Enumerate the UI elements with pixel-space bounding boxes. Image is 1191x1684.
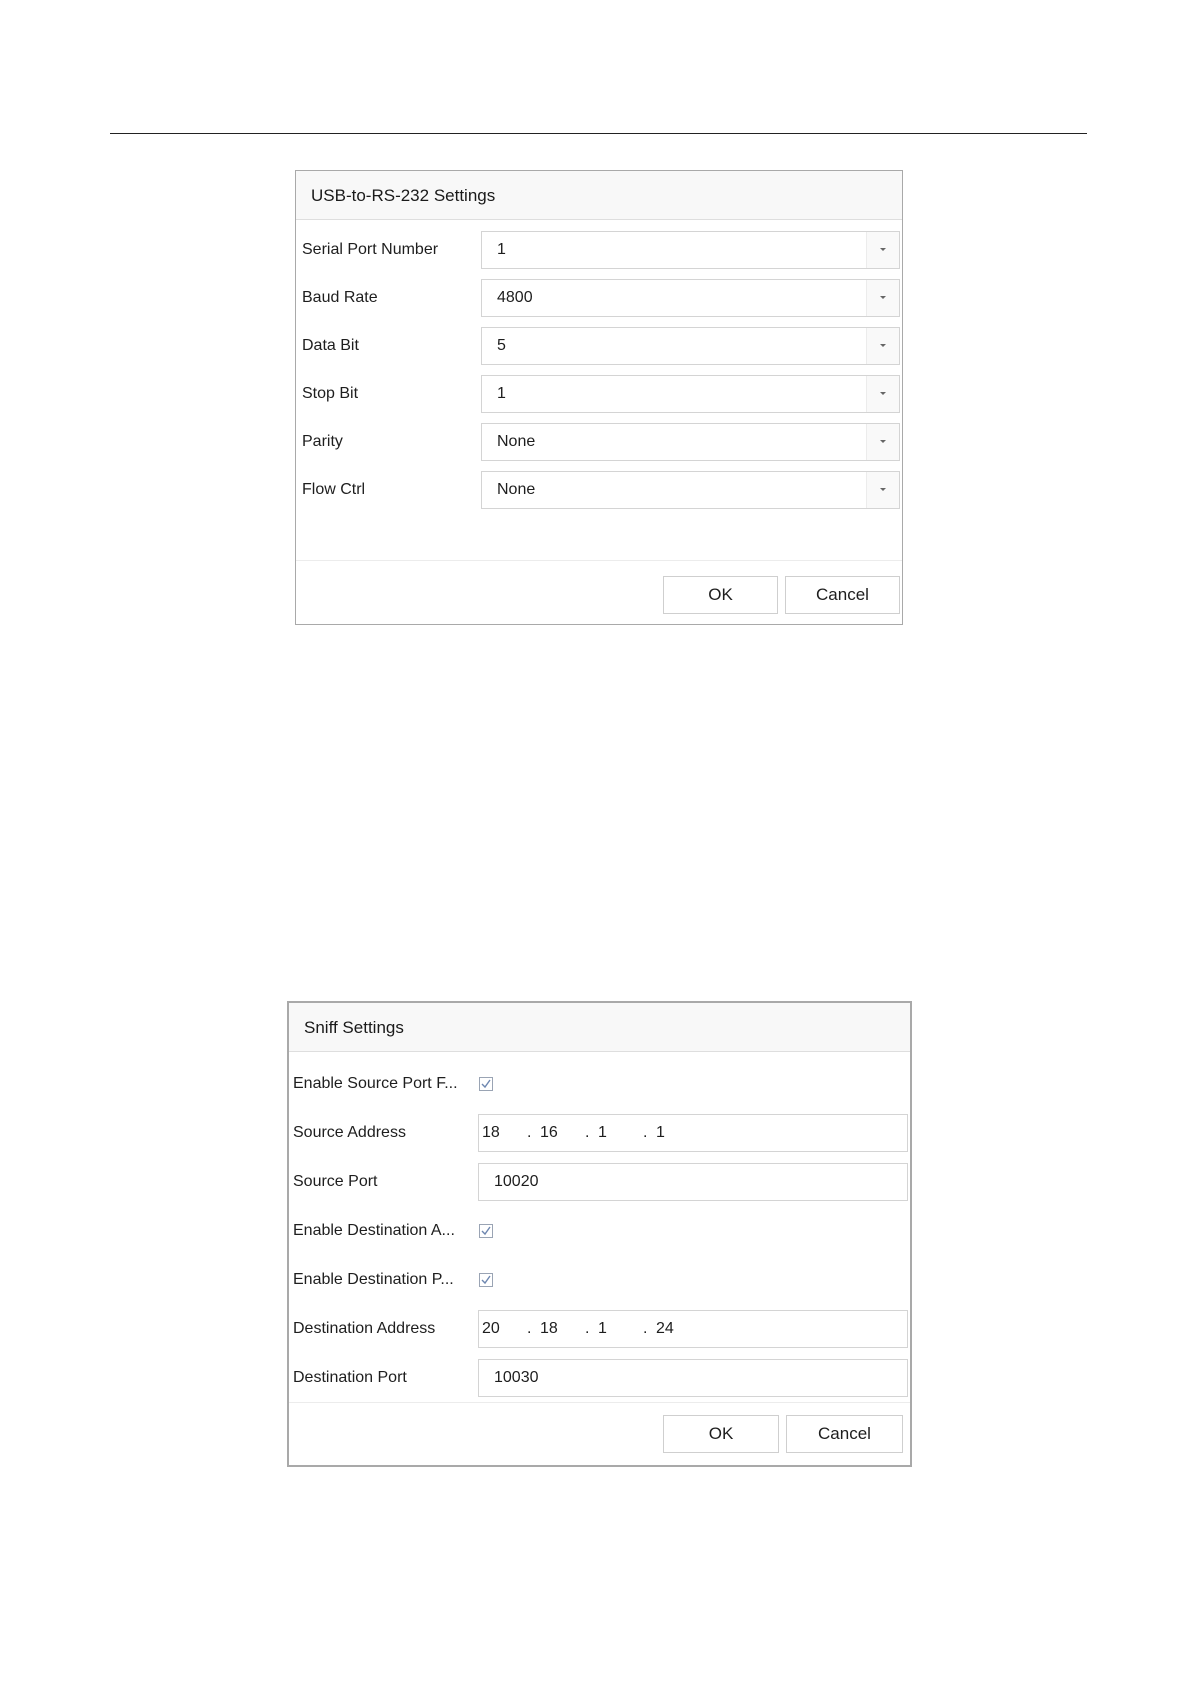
data-bit-select[interactable]: [481, 327, 900, 365]
stop-bit-label: Stop Bit: [302, 385, 359, 402]
ip-octet-4[interactable]: 1: [656, 1124, 665, 1141]
data-bit-row: [296, 326, 902, 366]
ip-dot: .: [585, 1124, 590, 1141]
stop-bit-select[interactable]: [481, 375, 900, 413]
ip-octet-2[interactable]: 16: [540, 1124, 558, 1141]
ip-dot: .: [643, 1320, 648, 1337]
ip-dot: .: [643, 1124, 648, 1141]
parity-label: Parity: [302, 433, 343, 450]
baud-rate-select[interactable]: [481, 279, 900, 317]
enable-source-port-checkbox[interactable]: [479, 1077, 493, 1091]
ok-button[interactable]: OK: [663, 576, 778, 614]
enable-destination-address-row: [289, 1211, 910, 1251]
enable-destination-address-checkbox[interactable]: [479, 1224, 493, 1238]
source-address-label: Source Address: [293, 1124, 406, 1141]
source-port-input[interactable]: 10020: [478, 1163, 908, 1201]
destination-address-row: [289, 1309, 910, 1349]
ok-button[interactable]: OK: [663, 1415, 779, 1453]
ip-octet-1[interactable]: 18: [482, 1124, 500, 1141]
source-address-row: [289, 1113, 910, 1153]
cancel-button[interactable]: Cancel: [786, 1415, 903, 1453]
baud-rate-label: Baud Rate: [302, 289, 378, 306]
checkmark-icon: [481, 1079, 491, 1089]
enable-source-port-label: Enable Source Port F...: [293, 1075, 458, 1092]
checkmark-icon: [481, 1226, 491, 1236]
checkmark-icon: [481, 1275, 491, 1285]
serial-port-number-label: Serial Port Number: [302, 241, 439, 258]
usb-to-rs232-settings-dialog: [295, 170, 903, 625]
stop-bit-row: [296, 374, 902, 414]
ip-octet-3[interactable]: 1: [598, 1320, 607, 1337]
dialog-title: Sniff Settings: [289, 1003, 910, 1052]
flow-ctrl-label: Flow Ctrl: [302, 481, 366, 498]
serial-port-number-row: [296, 230, 902, 270]
flow-ctrl-value: None: [497, 481, 536, 498]
ip-octet-1[interactable]: 20: [482, 1320, 500, 1337]
enable-destination-port-checkbox[interactable]: [479, 1273, 493, 1287]
enable-destination-address-label: Enable Destination A...: [293, 1222, 455, 1239]
ip-octet-3[interactable]: 1: [598, 1124, 607, 1141]
destination-address-input[interactable]: [478, 1310, 908, 1348]
enable-destination-port-label: Enable Destination P...: [293, 1271, 454, 1288]
source-port-label: Source Port: [293, 1173, 378, 1190]
chevron-down-icon[interactable]: [866, 376, 899, 412]
serial-port-number-select[interactable]: [481, 231, 900, 269]
parity-select[interactable]: [481, 423, 900, 461]
destination-port-label: Destination Port: [293, 1369, 407, 1386]
chevron-down-icon[interactable]: [866, 328, 899, 364]
stop-bit-value: 1: [497, 385, 506, 402]
destination-port-input[interactable]: 10030: [478, 1359, 908, 1397]
ip-dot: .: [527, 1124, 532, 1141]
flow-ctrl-select[interactable]: [481, 471, 900, 509]
chevron-down-icon[interactable]: [866, 232, 899, 268]
dialog-title: USB-to-RS-232 Settings: [296, 171, 902, 220]
parity-value: None: [497, 433, 536, 450]
baud-rate-value: 4800: [497, 289, 533, 306]
baud-rate-row: [296, 278, 902, 318]
ip-dot: .: [527, 1320, 532, 1337]
chevron-down-icon[interactable]: [866, 472, 899, 508]
ip-octet-2[interactable]: 18: [540, 1320, 558, 1337]
source-address-input[interactable]: [478, 1114, 908, 1152]
cancel-button[interactable]: Cancel: [785, 576, 900, 614]
flow-ctrl-row: [296, 470, 902, 510]
chevron-down-icon[interactable]: [866, 280, 899, 316]
destination-address-label: Destination Address: [293, 1320, 436, 1337]
footer-divider: [289, 1402, 910, 1403]
data-bit-value: 5: [497, 337, 506, 354]
destination-port-row: [289, 1358, 910, 1398]
chevron-down-icon[interactable]: [866, 424, 899, 460]
page-header-rule: [110, 133, 1087, 134]
serial-port-number-value: 1: [497, 241, 506, 258]
sniff-settings-dialog: [287, 1001, 912, 1467]
source-port-row: [289, 1162, 910, 1202]
ip-dot: .: [585, 1320, 590, 1337]
ip-octet-4[interactable]: 24: [656, 1320, 674, 1337]
parity-row: [296, 422, 902, 462]
data-bit-label: Data Bit: [302, 337, 359, 354]
enable-source-port-row: [289, 1064, 910, 1104]
footer-divider: [296, 560, 902, 561]
enable-destination-port-row: [289, 1260, 910, 1300]
